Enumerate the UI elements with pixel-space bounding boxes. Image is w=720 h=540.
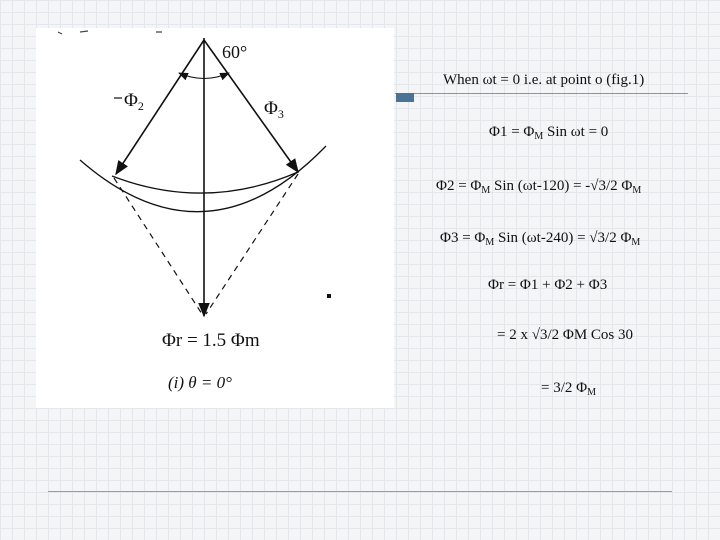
phi2-label: $\Phi_2$ xyxy=(124,90,144,113)
equation-phi2: $\Phi 2 = \Phi_M$ Sin (ωt-120) = -√3/2 $\Phi_M$ xyxy=(436,178,642,196)
equation-condition: When ωt = 0 i.e. at point o (fig.1) xyxy=(443,72,645,88)
phasor-diagram-svg xyxy=(36,28,394,408)
phi3-phasor xyxy=(204,40,298,172)
accent-square xyxy=(396,93,414,102)
resultant-label: Φr = 1.5 Φm xyxy=(162,330,260,351)
figure-caption: (i) θ = 0° xyxy=(168,373,232,392)
equation-phi3: $\Phi 3 = \Phi_M$ Sin (ωt-240) = √3/2 $\Phi_M$ xyxy=(440,230,641,248)
angle-label: 60° xyxy=(222,42,248,62)
phasor-diagram xyxy=(36,28,394,408)
phi3-label: $\Phi_3$ xyxy=(264,98,284,121)
dot-mark xyxy=(327,294,331,298)
outer-arc xyxy=(80,146,326,212)
equation-resultant: Φr = Φ1 + Φ2 + Φ3 xyxy=(488,277,608,293)
inner-arc xyxy=(112,172,298,193)
equation-result: = 3/2 $\Phi_M$ xyxy=(541,380,596,398)
footer-rule xyxy=(48,491,672,492)
equation-phi1: $\Phi 1 = \Phi_M$ Sin ωt = 0 xyxy=(489,124,609,142)
header-rule xyxy=(395,93,688,94)
scan-artifact xyxy=(58,31,162,34)
equation-cos: = 2 x √3/2 ΦM Cos 30 xyxy=(497,327,634,343)
dashed-construction-left xyxy=(114,178,202,314)
dashed-construction-right xyxy=(206,174,298,314)
